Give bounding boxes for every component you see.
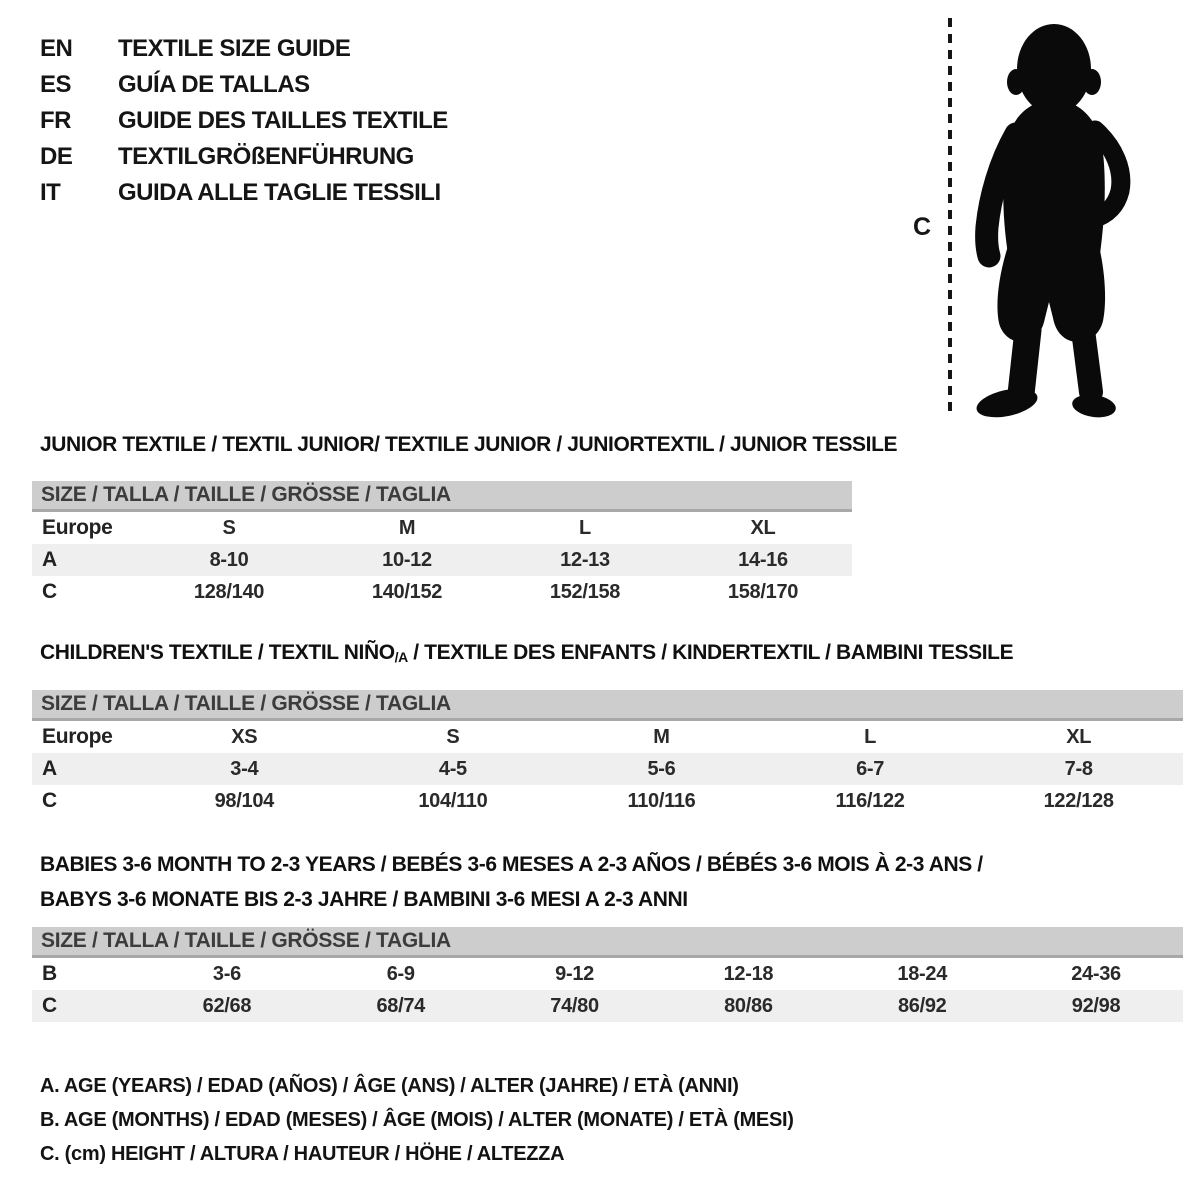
value-cell: 3-6 xyxy=(212,962,241,985)
value-cell: 7-8 xyxy=(1064,757,1093,780)
value-cell: 6-9 xyxy=(386,962,415,985)
table-row-age-months xyxy=(32,958,1183,990)
children-size-table xyxy=(32,690,1183,817)
babies-size-table xyxy=(32,927,1183,1022)
language-row-es xyxy=(40,67,448,103)
height-dashed-line-icon xyxy=(948,18,952,416)
children-title-post: / TEXTILE DES ENFANTS / KINDERTEXTIL / BAMBINI TESSILE xyxy=(407,641,1014,664)
language-title: TEXTILGRÖßENFÜHRUNG xyxy=(118,143,414,170)
size-cell: M xyxy=(398,516,416,539)
legend-line-c: C. (cm) HEIGHT / ALTURA / HAUTEUR / HÖHE / ALTEZZA xyxy=(40,1143,565,1165)
row-label: A xyxy=(42,757,57,780)
value-cell: 62/68 xyxy=(202,994,252,1017)
value-cell: 14-16 xyxy=(738,548,788,571)
language-code: IT xyxy=(40,179,61,206)
value-cell: 68/74 xyxy=(376,994,426,1017)
table-row-height xyxy=(32,785,1183,817)
junior-size-table xyxy=(32,481,852,608)
language-code: ES xyxy=(40,71,72,98)
row-label: C xyxy=(42,994,57,1017)
language-row-fr xyxy=(40,103,448,139)
value-cell: 158/170 xyxy=(727,580,799,603)
size-cell: XL xyxy=(750,516,776,539)
row-label: A xyxy=(42,548,57,571)
size-cell: S xyxy=(222,516,236,539)
language-title: GUÍA DE TALLAS xyxy=(118,71,310,98)
language-title-list xyxy=(40,31,448,211)
value-cell: 3-4 xyxy=(230,757,259,780)
children-section-title xyxy=(40,641,1013,665)
toddler-silhouette-icon xyxy=(962,12,1138,422)
value-cell: 18-24 xyxy=(897,962,948,985)
value-cell: 152/158 xyxy=(549,580,621,603)
language-code: EN xyxy=(40,35,73,62)
legend-line-a: A. AGE (YEARS) / EDAD (AÑOS) / ÂGE (ANS) / ALTER (JAHRE) / ETÀ (ANNI) xyxy=(40,1075,739,1097)
value-cell: 12-13 xyxy=(560,548,610,571)
value-cell: 86/92 xyxy=(897,994,947,1017)
value-cell: 122/128 xyxy=(1043,789,1114,812)
value-cell: 24-36 xyxy=(1071,962,1121,985)
size-cell: S xyxy=(446,725,460,748)
value-cell: 10-12 xyxy=(382,548,432,571)
table-row-height xyxy=(32,990,1183,1022)
value-cell: 5-6 xyxy=(647,757,676,780)
row-label: Europe xyxy=(42,725,113,748)
size-cell: L xyxy=(579,516,591,539)
row-label: C xyxy=(42,580,57,603)
language-title: TEXTILE SIZE GUIDE xyxy=(118,35,351,62)
row-label: Europe xyxy=(42,516,113,539)
value-cell: 128/140 xyxy=(193,580,265,603)
value-cell: 12-18 xyxy=(723,962,774,985)
value-cell: 74/80 xyxy=(550,994,599,1017)
table-row-height xyxy=(32,576,852,608)
value-cell: 9-12 xyxy=(555,962,594,985)
size-cell: L xyxy=(864,725,877,748)
value-cell: 98/104 xyxy=(214,789,274,812)
language-code: DE xyxy=(40,143,73,170)
value-cell: 8-10 xyxy=(209,548,249,571)
value-cell: 104/110 xyxy=(418,789,488,812)
language-title: GUIDE DES TAILLES TEXTILE xyxy=(118,107,448,134)
value-cell: 116/122 xyxy=(835,789,905,812)
children-title-sub: /A xyxy=(394,649,408,665)
table-row-age xyxy=(32,753,1183,785)
table-row-age xyxy=(32,544,852,576)
value-cell: 110/116 xyxy=(627,789,696,812)
size-header-bar: SIZE / TALLA / TAILLE / GRÖSSE / TAGLIA xyxy=(32,927,1183,958)
table-row-europe xyxy=(32,721,1183,753)
babies-section-title xyxy=(40,847,983,917)
value-cell: 80/86 xyxy=(724,994,773,1017)
value-cell: 92/98 xyxy=(1071,994,1121,1017)
babies-title-line1: BABIES 3-6 MONTH TO 2-3 YEARS / BEBÉS 3-6 MESES A 2-3 AÑOS / BÉBÉS 3-6 MOIS À 2-3 ANS / xyxy=(40,853,983,876)
row-label: C xyxy=(42,789,57,812)
children-title-pre: CHILDREN'S TEXTILE / TEXTIL NIÑO xyxy=(40,641,395,664)
babies-title-line2: BABYS 3-6 MONATE BIS 2-3 JAHRE / BAMBINI 3-6 MESI A 2-3 ANNI xyxy=(40,888,688,911)
size-header-bar: SIZE / TALLA / TAILLE / GRÖSSE / TAGLIA xyxy=(32,690,1183,721)
language-row-de xyxy=(40,139,448,175)
row-label: B xyxy=(42,962,57,985)
legend xyxy=(40,1069,794,1171)
language-title: GUIDA ALLE TAGLIE TESSILI xyxy=(118,179,441,206)
value-cell: 6-7 xyxy=(856,757,885,780)
value-cell: 140/152 xyxy=(371,580,443,603)
height-label-c: C xyxy=(913,213,932,241)
language-row-en xyxy=(40,31,448,67)
size-cell: XL xyxy=(1066,725,1092,748)
value-cell: 4-5 xyxy=(438,757,467,780)
legend-line-b: B. AGE (MONTHS) / EDAD (MESES) / ÂGE (MOIS) / ALTER (MONATE) / ETÀ (MESI) xyxy=(40,1109,794,1131)
size-cell: XS xyxy=(231,725,258,748)
language-row-it xyxy=(40,175,448,211)
size-cell: M xyxy=(653,725,670,748)
language-code: FR xyxy=(40,107,71,134)
junior-section-title: JUNIOR TEXTILE / TEXTIL JUNIOR/ TEXTILE JUNIOR / JUNIORTEXTIL / JUNIOR TESSILE xyxy=(40,433,898,456)
size-header-bar: SIZE / TALLA / TAILLE / GRÖSSE / TAGLIA xyxy=(32,481,852,512)
table-row-europe xyxy=(32,512,852,544)
